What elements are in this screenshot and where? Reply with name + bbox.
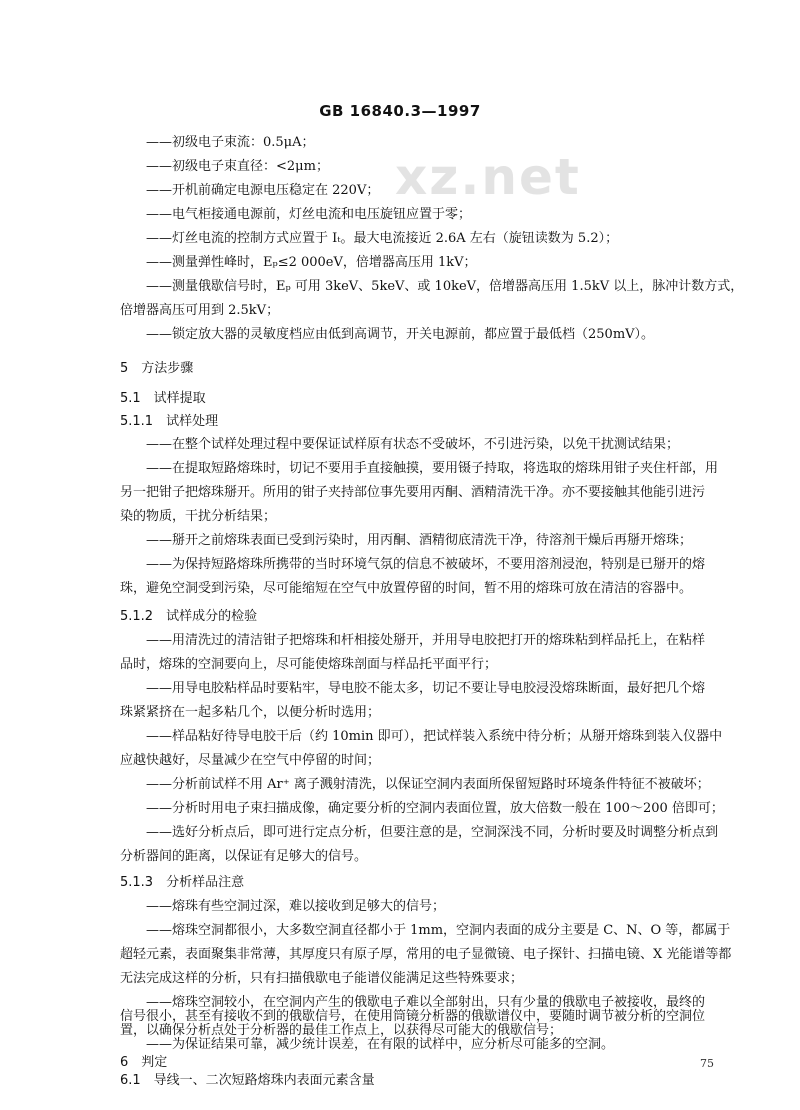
subsection-heading: 6.1 导线一、二次短路熔珠内表面元素含量 bbox=[120, 1073, 375, 1088]
page-number: 75 bbox=[700, 1057, 714, 1070]
text-line: ——选好分析点后，即可进行定点分析，但要注意的是，空洞深浅不同，分析时要及时调整分析点到 bbox=[146, 825, 719, 840]
text-line: ——在提取短路熔珠时，切记不要用手直接触摸，要用镊子持取，将选取的熔珠用钳子夹住杆部，用 bbox=[146, 461, 719, 476]
section-heading: 5 方法步骤 bbox=[120, 361, 194, 376]
text-line: 另一把钳子把熔珠掰开。所用的钳子夹持部位事先要用丙酮、酒精清洗干净。亦不要接触其他能引进污 bbox=[120, 485, 706, 500]
text-line: ——测量弹性峰时，Eₚ≤2 000eV，倍增器高压用 1kV； bbox=[146, 255, 477, 270]
text-line: ——初级电子束流：0.5μA； bbox=[146, 135, 315, 150]
text-line: ——测量俄歇信号时，Eₚ 可用 3keV、5keV、或 10keV，倍增器高压用 1.5kV 以上，脉冲计数方式， bbox=[146, 279, 744, 294]
subsection-heading: 5.1.1 试样处理 bbox=[120, 414, 219, 429]
text-line: 珠紧紧挤在一起多粘几个，以便分析时选用； bbox=[120, 705, 381, 720]
text-line: ——在整个试样处理过程中要保证试样原有状态不受破坏，不引进污染，以免干扰测试结果； bbox=[146, 437, 680, 452]
text-line: ——分析时用电子束扫描成像，确定要分析的空洞内表面位置，放大倍数一般在 100～200 倍即可； bbox=[146, 801, 724, 816]
text-line: ——电气柜接通电源前，灯丝电流和电压旋钮应置于零； bbox=[146, 207, 472, 222]
text-line: 倍增器高压可用到 2.5kV； bbox=[120, 303, 280, 318]
text-line: 品时，熔珠的空洞要向上，尽可能使熔珠剖面与样品托平面平行； bbox=[120, 657, 498, 672]
text-line: 超轻元素，表面聚集非常薄，其厚度只有原子厚，常用的电子显微镜、电子探针、扫描电镜、X 光能谱等都 bbox=[120, 947, 732, 962]
text-line: ——用清洗过的清洁钳子把熔珠和杆相接处掰开，并用导电胶把打开的熔珠粘到样品托上，在粘样 bbox=[146, 633, 706, 648]
text-line: ——开机前确定电源电压稳定在 220V； bbox=[146, 183, 380, 198]
text-line: ——熔珠空洞较小，在空洞内产生的俄歇电子难以全部射出，只有少量的俄歇电子被接收，最终的 bbox=[146, 995, 706, 1010]
text-line: ——样品粘好待导电胶干后（约 10min 即可），把试样装入系统中待分析；从掰开熔珠到装入仪器中 bbox=[146, 729, 723, 744]
text-line: ——锁定放大器的灵敏度档应由低到高调节，开关电源前，都应置于最低档（250mV）。 bbox=[146, 327, 655, 342]
text-line: 信号很小，甚至有接收不到的俄歇信号，在使用筒镜分析器的俄歇谱仪中，要随时调节被分析的空洞位 bbox=[120, 1009, 706, 1024]
text-line: 染的物质，干扰分析结果； bbox=[120, 509, 277, 524]
text-line: 无法完成这样的分析，只有扫描俄歇电子能谱仪能满足这些特殊要求； bbox=[120, 971, 524, 986]
text-line: ——初级电子束直径：<2μm； bbox=[146, 159, 329, 174]
watermark: xz.net bbox=[395, 148, 581, 206]
text-line: ——掰开之前熔珠表面已受到污染时，用丙酮、酒精彻底清洗干净，待溶剂干燥后再掰开熔珠； bbox=[146, 533, 693, 548]
text-line: ——为保证结果可靠，减少统计误差，在有限的试样中，应分析尽可能多的空洞。 bbox=[146, 1037, 615, 1052]
text-line: ——分析前试样不用 Ar⁺ 离子溅射清洗，以保证空洞内表面所保留短路时环境条件特征不被破坏； bbox=[146, 777, 710, 792]
document-header: GB 16840.3—1997 bbox=[319, 102, 481, 120]
text-line: ——熔珠有些空洞过深，难以接收到足够大的信号； bbox=[146, 899, 446, 914]
text-line: ——为保持短路熔珠所携带的当时环境气氛的信息不被破坏，不要用溶剂浸泡，特别是已掰开的熔 bbox=[146, 557, 706, 572]
text-line: ——灯丝电流的控制方式应置于 Iₜ。最大电流接近 2.6A 左右（旋钮读数为 5.2）； bbox=[146, 231, 619, 246]
text-line: ——熔珠空洞都很小，大多数空洞直径都小于 1mm，空洞内表面的成分主要是 C、N、O 等，都属于 bbox=[146, 923, 731, 938]
text-line: 置，以确保分析点处于分析器的最佳工作点上，以获得尽可能大的俄歇信号； bbox=[120, 1023, 563, 1038]
subsection-heading: 5.1.2 试样成分的检验 bbox=[120, 609, 258, 624]
text-line: 分析器间的距离，以保证有足够大的信号。 bbox=[120, 849, 368, 864]
text-line: ——用导电胶粘样品时要粘牢，导电胶不能太多，切记不要让导电胶浸没熔珠断面，最好把几个熔 bbox=[146, 681, 706, 696]
subsection-heading: 5.1.3 分析样品注意 bbox=[120, 875, 245, 890]
subsection-heading: 5.1 试样提取 bbox=[120, 391, 206, 406]
section-heading: 6 判定 bbox=[120, 1055, 168, 1070]
text-line: 应越快越好，尽量减少在空气中停留的时间； bbox=[120, 753, 381, 768]
text-line: 珠，避免空洞受到污染，尽可能缩短在空气中放置停留的时间，暂不用的熔珠可放在清洁的容器中。 bbox=[120, 581, 693, 596]
